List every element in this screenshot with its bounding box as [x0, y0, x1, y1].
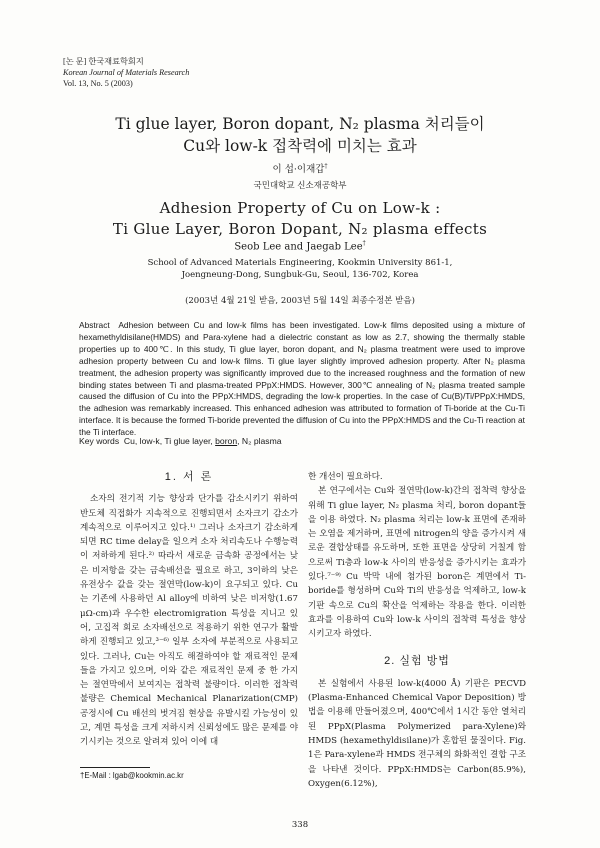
keywords-label: Key words [79, 436, 120, 446]
keywords: Key words Cu, low-k, Ti glue layer, boron, N₂ plasma [79, 436, 282, 446]
journal-header [63, 56, 363, 89]
footnote-email: †E-Mail : lgab@kookmin.ac.kr [80, 771, 184, 780]
journal-category: [논 문] 한국재료학회지 [63, 57, 144, 66]
intro-paragraph: 소자의 전기적 기능 향상과 단가를 감소시키기 위하여 반도체 직접화가 지속적으로 진행되면서 소자크기 감소가 계속적으로 이루어지고 있다.¹⁾ 그러나 소자크기 감소하게 되면 RC time delay을 일으켜 소자 처리속도나 수행능력이 저하하게 된다.²⁾ 따라서 새로운 금속화 공정에서는 낮은 비저항을 갖는 금속배선을 필요로 하고, 3이하의 낮은 유전상수 값을 갖는 절연막(low-k)이 요구되고 있다. Cu는 기존에 사용하던 Al alloy에 비하여 낮은 비저항(1.67 μΩ-cm)과 우수한 electromigration 특성을 지니고 있어, 고집적 회로 소자배선으로 적용하기 위한 연구가 활발하게 진행되고 있고,³⁻⁶⁾ 일부 소자에 부분적으로 사용되고 있다. 그러나, Cu는 아직도 해결하여야 할 재료적인 문제들을 가지고 있으며, 이와 같은 재료적인 문제 중 한 가지는 절연막에서 보여지는 접착력 불량이다. 이러한 접착력 불량은 Chemical Mechanical Planarization(CMP) 공정시에 Cu 배선의 벗겨짐 현상을 유발시킬 가능성이 있고, 계면 특성을 크게 저하시켜 신뢰성에도 많은 문제를 야기시키는 것으로 알려져 있어 이에 대 [80, 494, 298, 748]
journal-name: Korean Journal of Materials Research [63, 68, 190, 77]
korean-affiliation: 국민대학교 신소재공학부 [253, 181, 347, 191]
english-title [0, 198, 600, 240]
para-continuation: 한 개선이 필요하다. [308, 472, 383, 482]
korean-title-line1: Ti glue layer, Boron dopant, N₂ plasma 처리들이 [115, 115, 485, 133]
received-date: (2003년 4월 21일 받음, 2003년 5월 14일 최종수정본 받음) [185, 296, 415, 306]
abstract-text: Adhesion between Cu and low-k films has been investigated. Low-k films deposited using a mixture of hexamethyldisilane(HMDS) and Para-xylene had a dielectric constant as low as 2.7, showing the thermally stable properties up to 400℃. In this study, Ti glue layer, boron dopant, and N₂ plasma treatment were used to improve adhesion property between Cu and low-k films. Ti glue layer slightly improved adhesion property. After N₂ plasma treatment, the adhesion property was significantly improved due to the increased roughness and the formation of new binding states between Ti and plasma-treated PPpX:HMDS. However, 300℃ annealing of N₂ plasma treated sample caused the diffusion of Cu into the PPpX:HMDS, degrading the low-k properties. In the case of Cu(B)/Ti/PPpX:HMDS, the adhesion was remarkably increased. This enhanced adhesion was attributed to formation of Ti-boride at the Cu-Ti interface. It is because the formed Ti-boride prevented the diffusion of Cu into the PPpX:HMDS and the Cu-Ti reaction at the Ti interface. [79, 320, 526, 438]
para-study-aim: 본 연구에서는 Cu와 절연막(low-k)간의 접착력 향상을 위해 Ti glue layer, N₂ plasma 처리, boron dopant들을 이용 하였다. N₂ plasma 처리는 low-k 표면에 존재하는 오염을 제거하며, 표면에 nitrogen의 양을 증가시켜 새로운 결합상태를 유도하며, 또한 표면을 상당히 거칠게 함으로써 Ti층과 low-k 사이의 반응성을 증가시키는 효과가 있다.⁷⁻⁹⁾ Cu 박막 내에 첨가된 boron은 계면에서 Ti-boride를 형성하며 Cu와 Ti의 반응성을 억제하고, low-k 기판 속으로 Cu의 확산을 억제하는 작용을 한다. 이러한 효과를 이용하여 Cu와 low-k 사이의 접착력 특성을 향상 시키고자 하였다. [308, 486, 526, 640]
journal-volume: Vol. 13, No. 5 (2003) [63, 79, 133, 88]
korean-title-line2: Cu와 low-k 접착력에 미치는 효과 [183, 137, 417, 155]
english-title-line1: Adhesion Property of Cu on Low-k : [159, 199, 441, 217]
left-column [80, 470, 298, 750]
english-affiliation: School of Advanced Materials Engineering, Kookmin University 861-1, Joengneung-Dong, Sungbuk-Gu, Seoul, 136-702, Korea [147, 258, 453, 280]
footnote-rule [80, 767, 150, 768]
section-heading-intro: 1. 서 론 [164, 471, 214, 483]
english-title-line2: Ti Glue Layer, Boron Dopant, N₂ plasma effects [112, 220, 488, 238]
right-column [308, 470, 526, 791]
section-heading-method: 2. 실험 방법 [384, 654, 450, 667]
author-mark: † [362, 240, 366, 247]
keyword-boron: boron [215, 436, 238, 446]
korean-title [0, 113, 600, 157]
abstract-label: Abstract [79, 320, 110, 330]
english-authors: Seob Lee and Jaegab Lee† [234, 240, 366, 253]
para-method: 본 실험에서 사용된 low-k(4000 Å) 기판은 PECVD (Plasma-Enhanced Chemical Vapor Deposition) 방법을 이용해 만들어졌으며, 400℃에서 1시간 동안 열처리 된 PPpX(Plasma Polymerized para-Xylene)와 HMDS (hexamethyldisilane)가 혼합된 물질이다. Fig. 1은 Para-xylene과 HMDS 전구체의 화화적인 결합 구조을 나타낸 것이다. PPpX:HMDS는 Carbon(85.9%), Oxygen(6.12%), [308, 678, 526, 789]
author-mark: † [324, 162, 328, 170]
korean-authors: 이 섭·이재갑† [272, 162, 328, 175]
abstract [79, 320, 525, 439]
page-number: 338 [291, 820, 309, 830]
